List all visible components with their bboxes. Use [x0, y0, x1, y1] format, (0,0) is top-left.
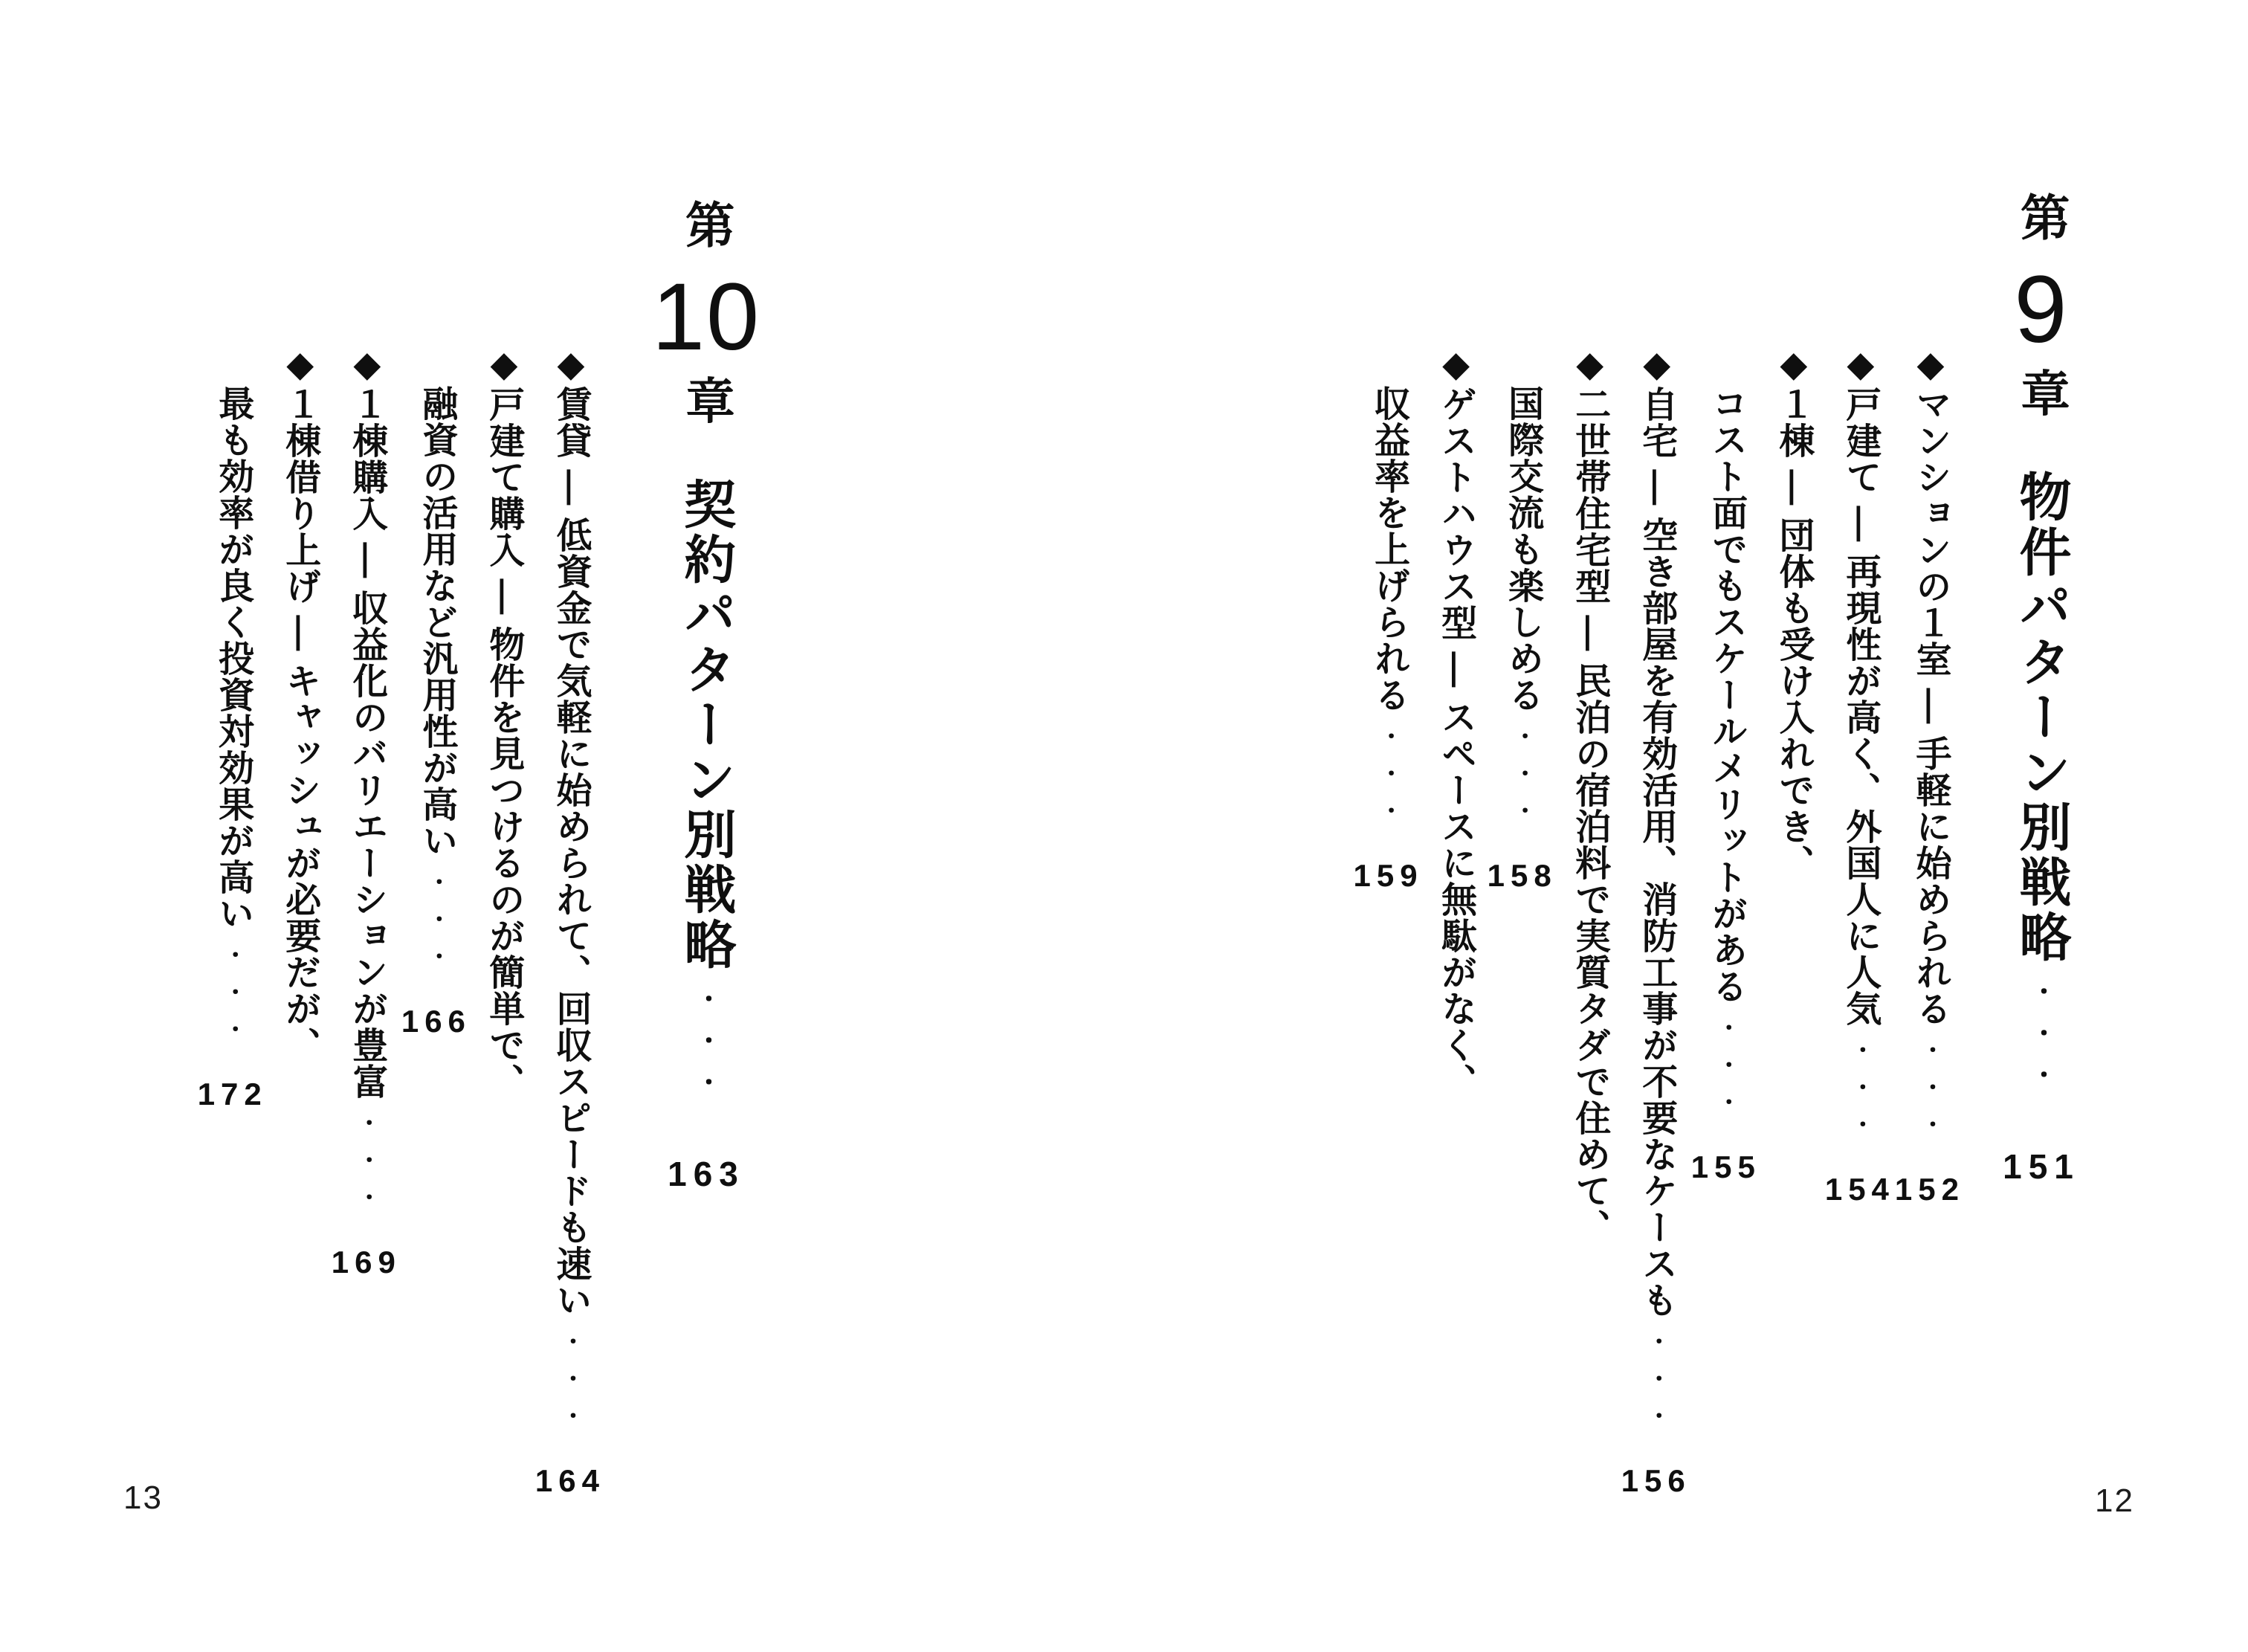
toc-entries-chapter-10 [197, 343, 605, 1652]
chapter-title: 契約パターン別戦略 [677, 477, 735, 973]
toc-line-text: ◆マンションの１室 ― 手軽に始められる [1910, 343, 1950, 1027]
toc-line-text: ◆賃貸 ― 低資金で気軽に始められて、回収スピードも速い [550, 343, 590, 1318]
toc-line [1761, 343, 1825, 1652]
dot-leader: ・・・ [1917, 1038, 1942, 1150]
dot-leader: ・・・ [424, 871, 449, 982]
toc-line-text: ◆１棟購入 ― 収益化のバリエーションが豊富 [346, 343, 387, 1100]
chapter-suffix: 章 [679, 375, 734, 430]
dot-leader: ・・・ [1376, 725, 1401, 836]
toc-page-number: 155 [1690, 1149, 1761, 1184]
toc-line-text: 収益率を上げられる [1369, 385, 1409, 713]
toc-line-continuation [1354, 343, 1424, 1652]
chapter-title: 物件パターン別戦略 [2012, 470, 2070, 966]
toc-line-text: ◆二世帯住宅型 ― 民泊の宿泊料で実質タダで住めて、 [1569, 343, 1609, 1245]
dot-leader: ・・・ [558, 1329, 583, 1442]
folio-page-number-left: 13 [123, 1480, 163, 1516]
toc-line-text: ◆１棟借り上げ ― キャッシュが必要だが、 [280, 343, 320, 1063]
toc-page-number: 158 [1487, 858, 1557, 893]
toc-line-text: ◆１棟 ― 団体も受け入れでき、 [1773, 343, 1813, 881]
toc-line-text: 最も効率が良く投資対効果が高い [213, 385, 253, 932]
dot-leader: ・・・ [1644, 1329, 1669, 1442]
toc-line [471, 343, 535, 1652]
toc-entries-chapter-9 [1353, 343, 1965, 1652]
folio-page-number-right: 12 [2095, 1482, 2134, 1519]
dot-leader: ・・・ [1510, 725, 1535, 836]
toc-page-number: 169 [331, 1244, 401, 1280]
toc-line-continuation [198, 343, 268, 1652]
toc-page-number: 154 [1824, 1171, 1895, 1207]
toc-line-text: ◆戸建て購入 ― 物件を見つけるのが簡単で、 [483, 343, 523, 1100]
dot-leader: ・・・ [2027, 978, 2055, 1104]
toc-line [1557, 343, 1621, 1652]
toc-line-continuation [1691, 343, 1761, 1652]
toc-line-text: ◆自宅 ― 空き部屋を有効活用、消防工事が不要なケースも [1636, 343, 1676, 1318]
toc-line-continuation [1488, 343, 1557, 1652]
chapter-page-number: 163 [668, 1155, 745, 1194]
chapter-number: 9 [2014, 256, 2069, 363]
toc-line [1424, 343, 1488, 1652]
toc-page-number: 164 [534, 1462, 605, 1498]
toc-line [332, 343, 401, 1652]
toc-page-number: 159 [1353, 858, 1424, 893]
dot-leader: ・・・ [692, 986, 720, 1111]
toc-line [1621, 343, 1691, 1652]
dot-leader: ・・・ [1714, 1016, 1739, 1128]
chapter-prefix: 第 [2014, 192, 2069, 247]
toc-line-text: 融資の活用など汎用性が高い [416, 385, 456, 859]
toc-line [1895, 343, 1965, 1652]
toc-line-continuation [401, 343, 471, 1652]
toc-line [268, 343, 332, 1652]
toc-page-number: 172 [197, 1077, 268, 1111]
toc-line [535, 343, 605, 1652]
chapter-9-heading [1986, 192, 2097, 1456]
toc-line-text: ◆ゲストハウス型 ― スペースに無駄がなく、 [1435, 343, 1476, 1100]
chapter-suffix: 章 [2014, 367, 2069, 423]
dot-leader: ・・・ [1847, 1038, 1873, 1150]
toc-line [1825, 343, 1895, 1652]
toc-line-text: 国際交流も楽しめる [1502, 385, 1543, 713]
chapter-number: 10 [651, 264, 761, 370]
toc-line-text: ◆戸建て ― 再現性が高く、外国人に人気 [1840, 343, 1880, 1027]
chapter-prefix: 第 [679, 199, 734, 254]
chapter-page-number: 151 [2003, 1147, 2080, 1187]
toc-page-number: 152 [1894, 1171, 1965, 1207]
dot-leader: ・・・ [354, 1111, 379, 1223]
toc-page-number: 166 [401, 1004, 471, 1039]
chapter-10-heading [650, 199, 762, 1463]
toc-line-text: コスト面でもスケールメリットがある [1706, 385, 1746, 1004]
dot-leader: ・・・ [220, 943, 245, 1055]
toc-page-number: 156 [1621, 1462, 1691, 1498]
